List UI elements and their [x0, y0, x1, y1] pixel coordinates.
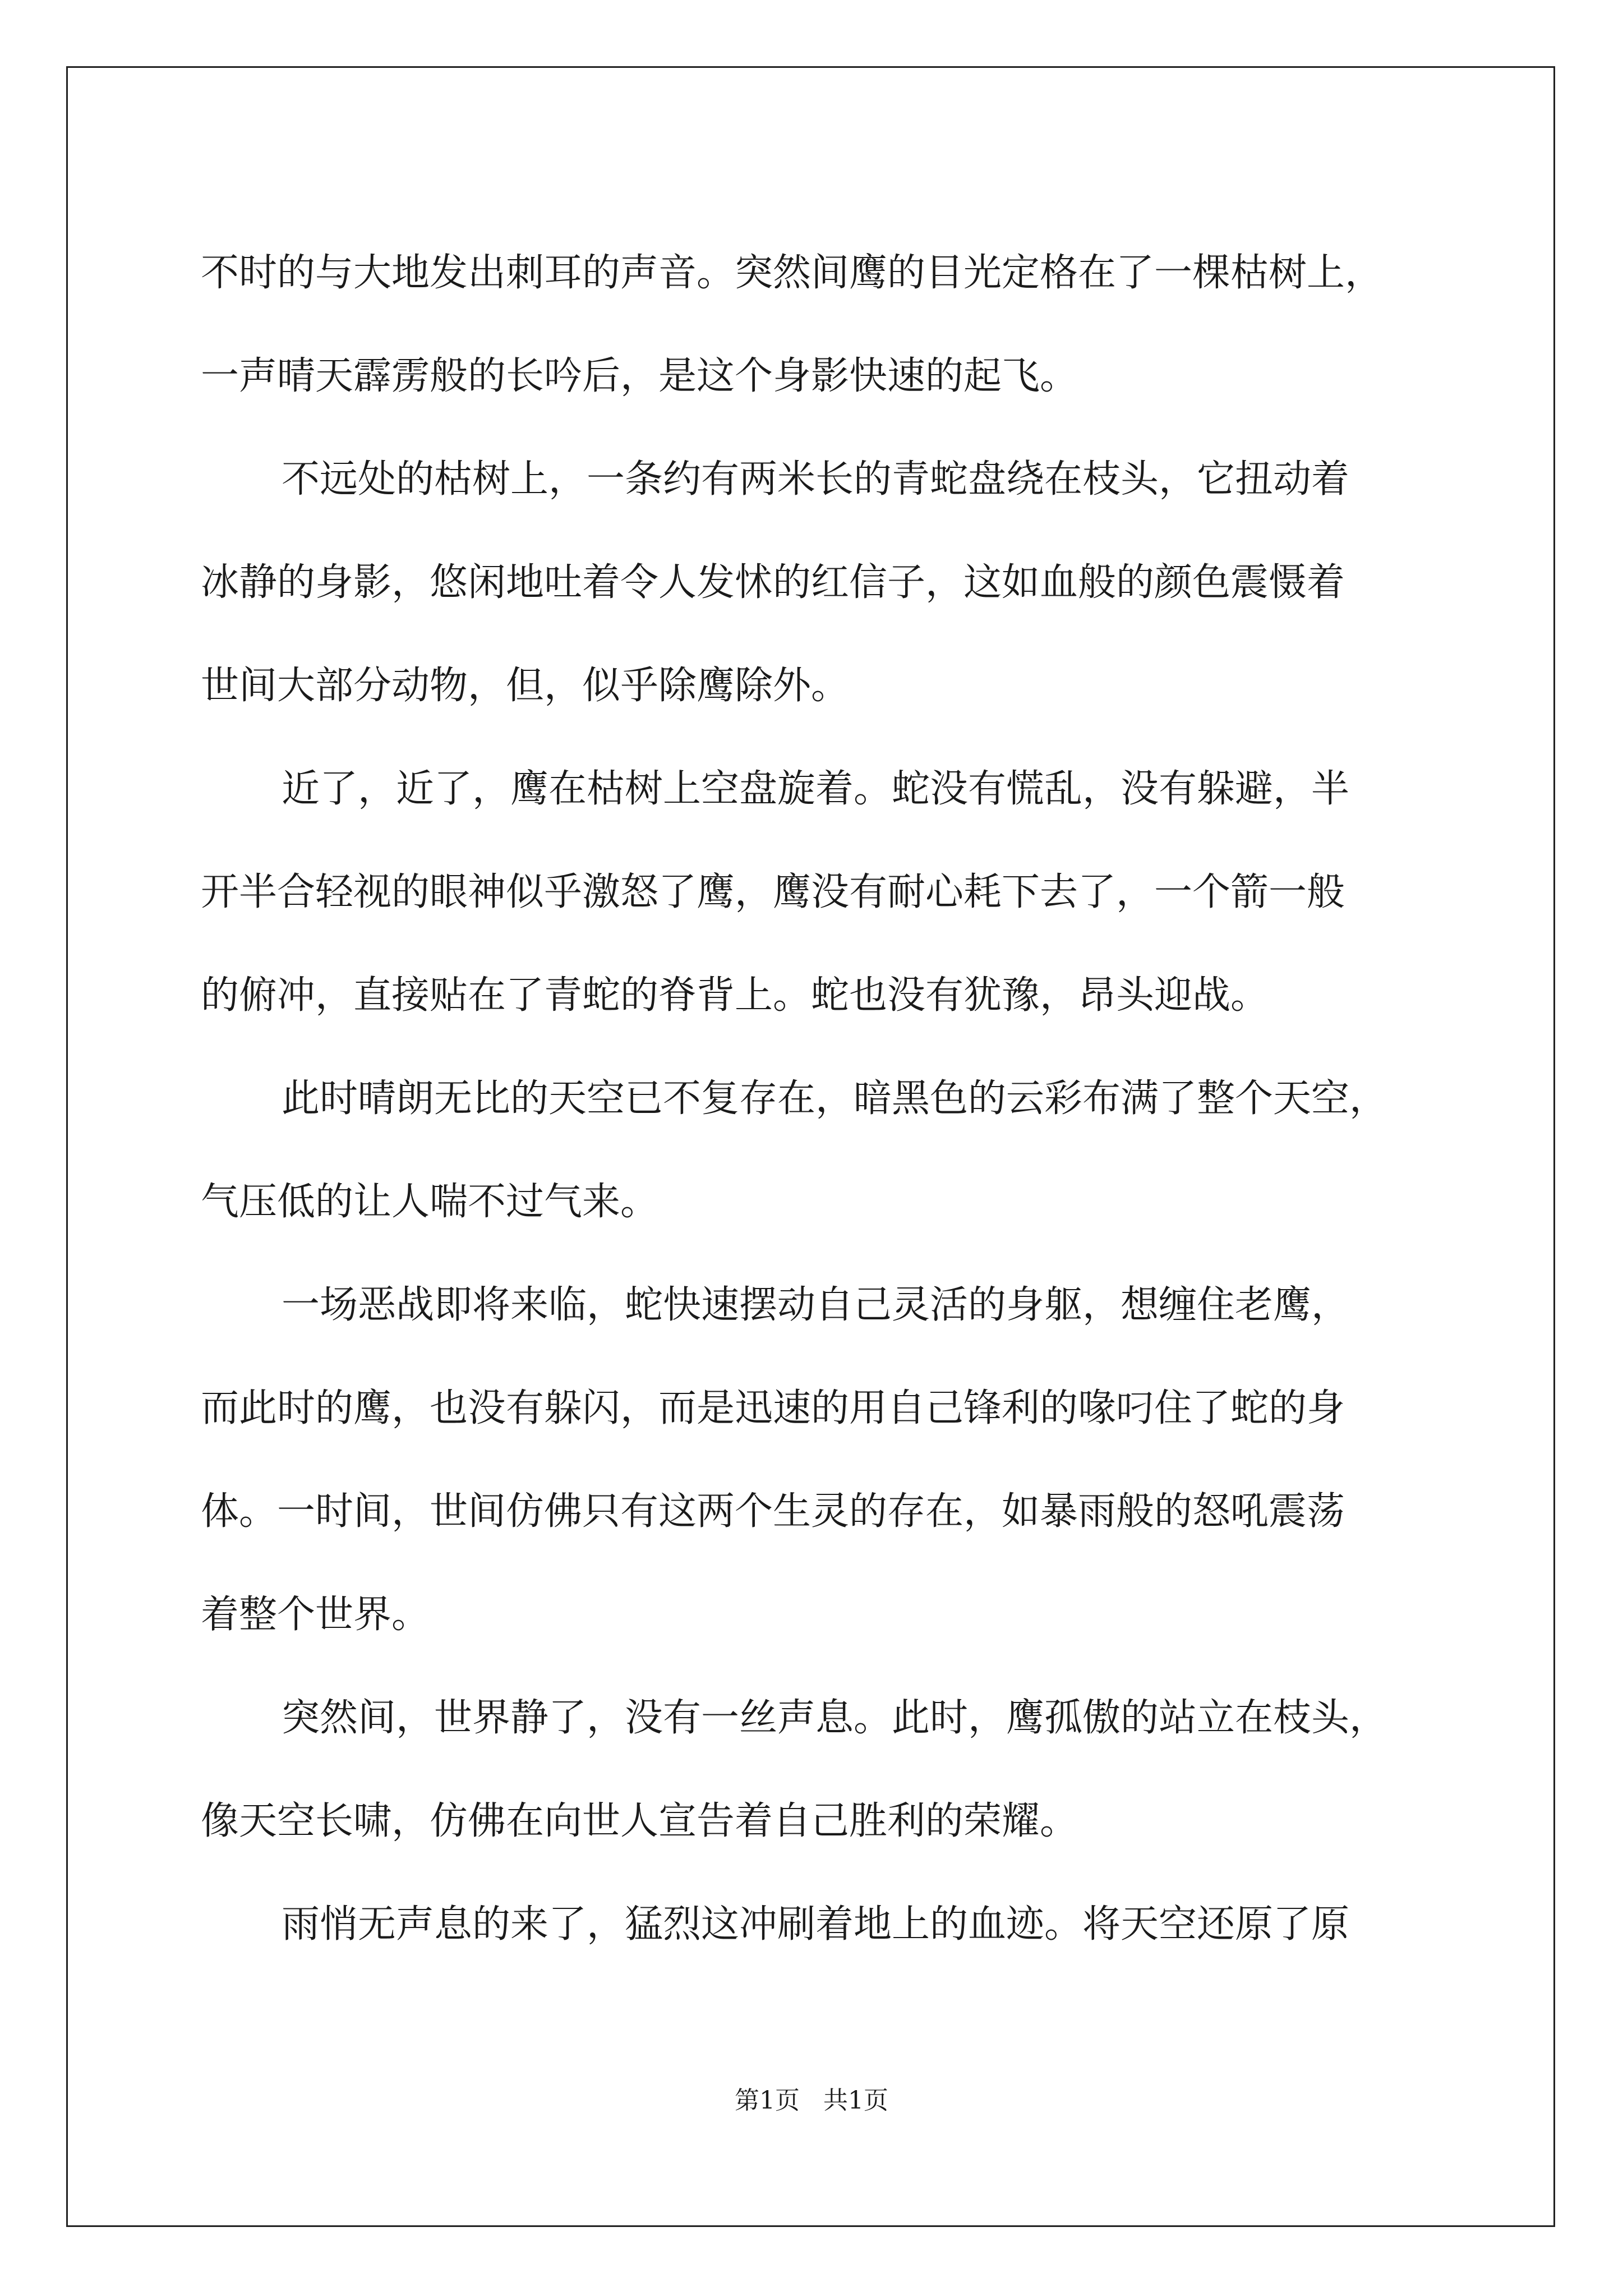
text-line: 不远处的枯树上，一条约有两米长的青蛇盘绕在枝头，它扭动着 [282, 457, 1350, 501]
page-number-footer: 第1页 共1页 [735, 2086, 888, 2115]
text-line: 不时的与大地发出刺耳的声音。突然间鹰的目光定格在了一棵枯树上， [201, 251, 1384, 295]
text-line: 体。一时间，世间仿佛只有这两个生灵的存在，如暴雨般的怒吼震荡 [201, 1489, 1345, 1534]
text-line: 气压低的让人喘不过气来。 [201, 1180, 659, 1224]
text-line: 像天空长啸，仿佛在向世人宣告着自己胜利的荣耀。 [201, 1799, 1078, 1843]
text-line: 一场恶战即将来临，蛇快速摆动自己灵活的身躯，想缠住老鹰， [282, 1283, 1350, 1327]
text-line: 此时晴朗无比的天空已不复存在，暗黑色的云彩布满了整个天空， [282, 1076, 1388, 1121]
text-line: 着整个世界。 [201, 1593, 430, 1637]
text-line: 开半合轻视的眼神似乎激怒了鹰，鹰没有耐心耗下去了，一个箭一般 [201, 870, 1345, 914]
text-line: 雨悄无声息的来了，猛烈这冲刷着地上的血迹。将天空还原了原 [282, 1902, 1350, 1947]
text-line: 近了，近了，鹰在枯树上空盘旋着。蛇没有慌乱，没有躲避，半 [282, 767, 1350, 811]
text-line: 的俯冲，直接贴在了青蛇的脊背上。蛇也没有犹豫，昂头迎战。 [201, 973, 1269, 1018]
text-line: 突然间，世界静了，没有一丝声息。此时，鹰孤傲的站立在枝头， [282, 1696, 1388, 1740]
text-line: 冰静的身影，悠闲地吐着令人发怵的红信子，这如血般的颜色震慑着 [201, 560, 1345, 605]
text-line: 世间大部分动物，但，似乎除鹰除外。 [201, 664, 850, 708]
document-body [201, 222, 1435, 1976]
text-line: 而此时的鹰，也没有躲闪，而是迅速的用自己锋利的喙叼住了蛇的身 [201, 1386, 1345, 1430]
text-line: 一声晴天霹雳般的长吟后，是这个身影快速的起飞。 [201, 354, 1078, 398]
